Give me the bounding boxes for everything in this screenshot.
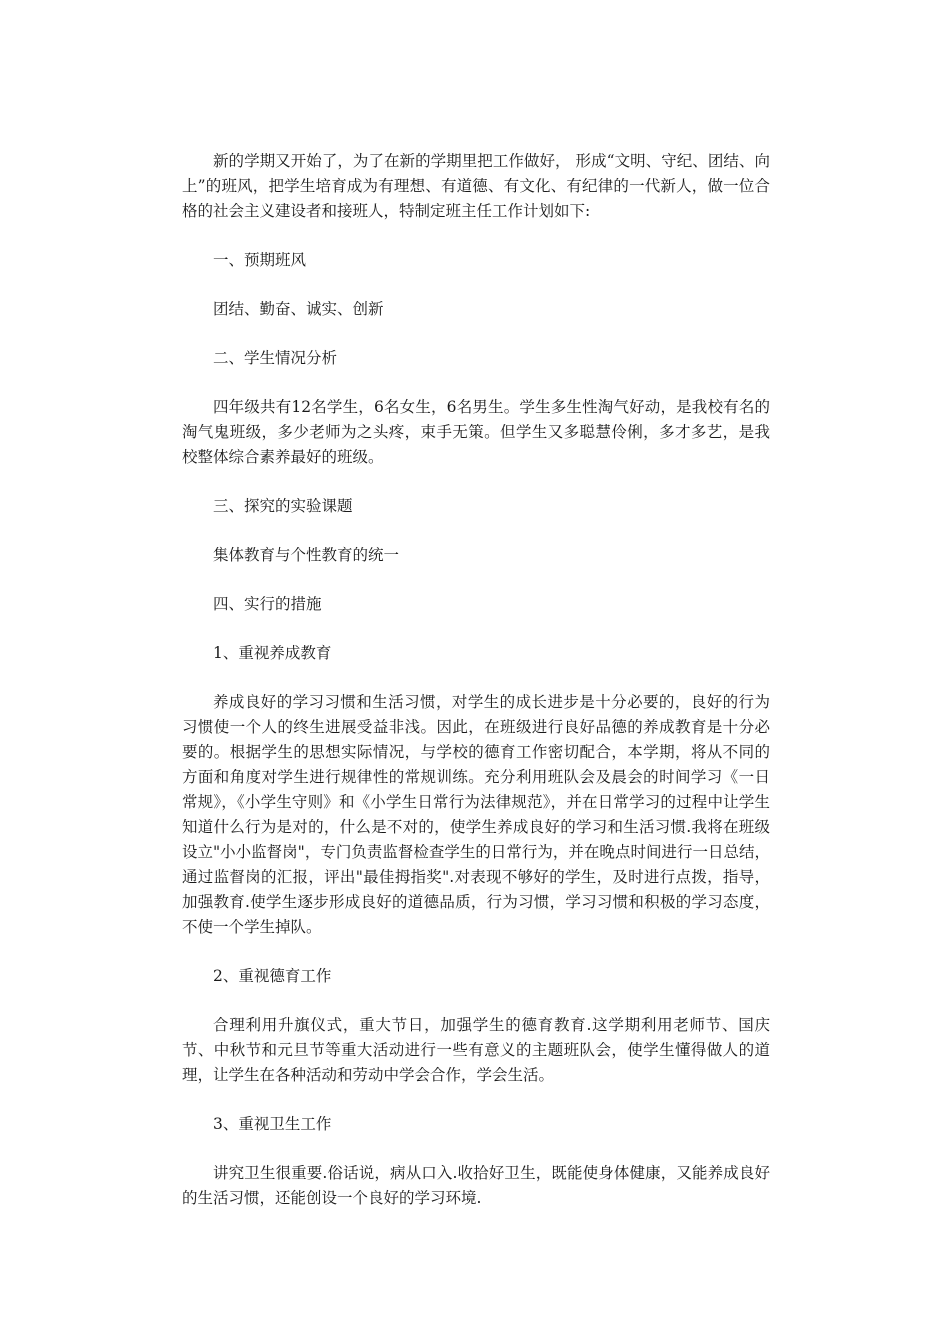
hygiene-paragraph: 讲究卫生很重要.俗话说，病从口入.收拾好卫生，既能使身体健康，又能养成良好的生活习惯，还能创设一个良好的学习环境. [182,1164,770,1207]
document-body [182,149,770,1235]
measure-heading-habit-education: 1、重视养成教育 [213,644,332,662]
student-analysis-paragraph: 四年级共有12名学生，6名女生，6名男生。学生多生性淘气好动，是我校有名的淘气鬼班级，多少老师为之头疼，束手无策。但学生又多聪慧伶俐，多才多艺，是我校整体综合素养最好的班级。 [182,398,770,466]
measure-heading-hygiene: 3、重视卫生工作 [213,1115,332,1133]
moral-education-paragraph: 合理利用升旗仪式，重大节日，加强学生的德育教育.这学期利用老师节、国庆节、中秋节和元旦节等重大活动进行一些有意义的主题班队会，使学生懂得做人的道理，让学生在各种活动和劳动中学会合作，学会生活。 [182,1016,770,1084]
section-heading-research-topic: 三、探究的实验课题 [213,497,353,515]
section-heading-expected-class-style: 一、预期班风 [213,251,307,269]
intro-paragraph: 新的学期又开始了，为了在新的学期里把工作做好， 形成“文明、守纪、团结、向上”的班风，把学生培育成为有理想、有道德、有文化、有纪律的一代新人，做一位合格的社会主义建设者和接班人，特制定班主任工作计划如下: [182,152,770,220]
research-topic-text: 集体教育与个性教育的统一 [213,546,400,564]
section-heading-measures: 四、实行的措施 [213,595,322,613]
class-style-text: 团结、勤奋、诚实、创新 [213,300,384,318]
section-heading-student-analysis: 二、学生情况分析 [213,349,338,367]
habit-education-paragraph: 养成良好的学习习惯和生活习惯，对学生的成长进步是十分必要的，良好的行为习惯使一个人的终生进展受益非浅。因此，在班级进行良好品德的养成教育是十分必要的。根据学生的思想实际情况，与学校的德育工作密切配合，本学期，将从不同的方面和角度对学生进行规律性的常规训练。充分利用班队会及晨会的时间学习《一日常规》，《小学生守则》和《小学生日常行为法律规范》，并在日常学习的过程中让学生知道什么行为是对的，什么是不对的，使学生养成良好的学习和生活习惯.我将在班级设立"小小监督岗"，专门负责监督检查学生的日常行为，并在晚点时间进行一日总结，通过监督岗的汇报，评出"最佳拇指奖".对表现不够好的学生，及时进行点拨，指导，加强教育.使学生逐步形成良好的道德品质，行为习惯，学习习惯和积极的学习态度，不使一个学生掉队。 [182,693,770,936]
measure-heading-moral-education: 2、重视德育工作 [213,967,332,985]
